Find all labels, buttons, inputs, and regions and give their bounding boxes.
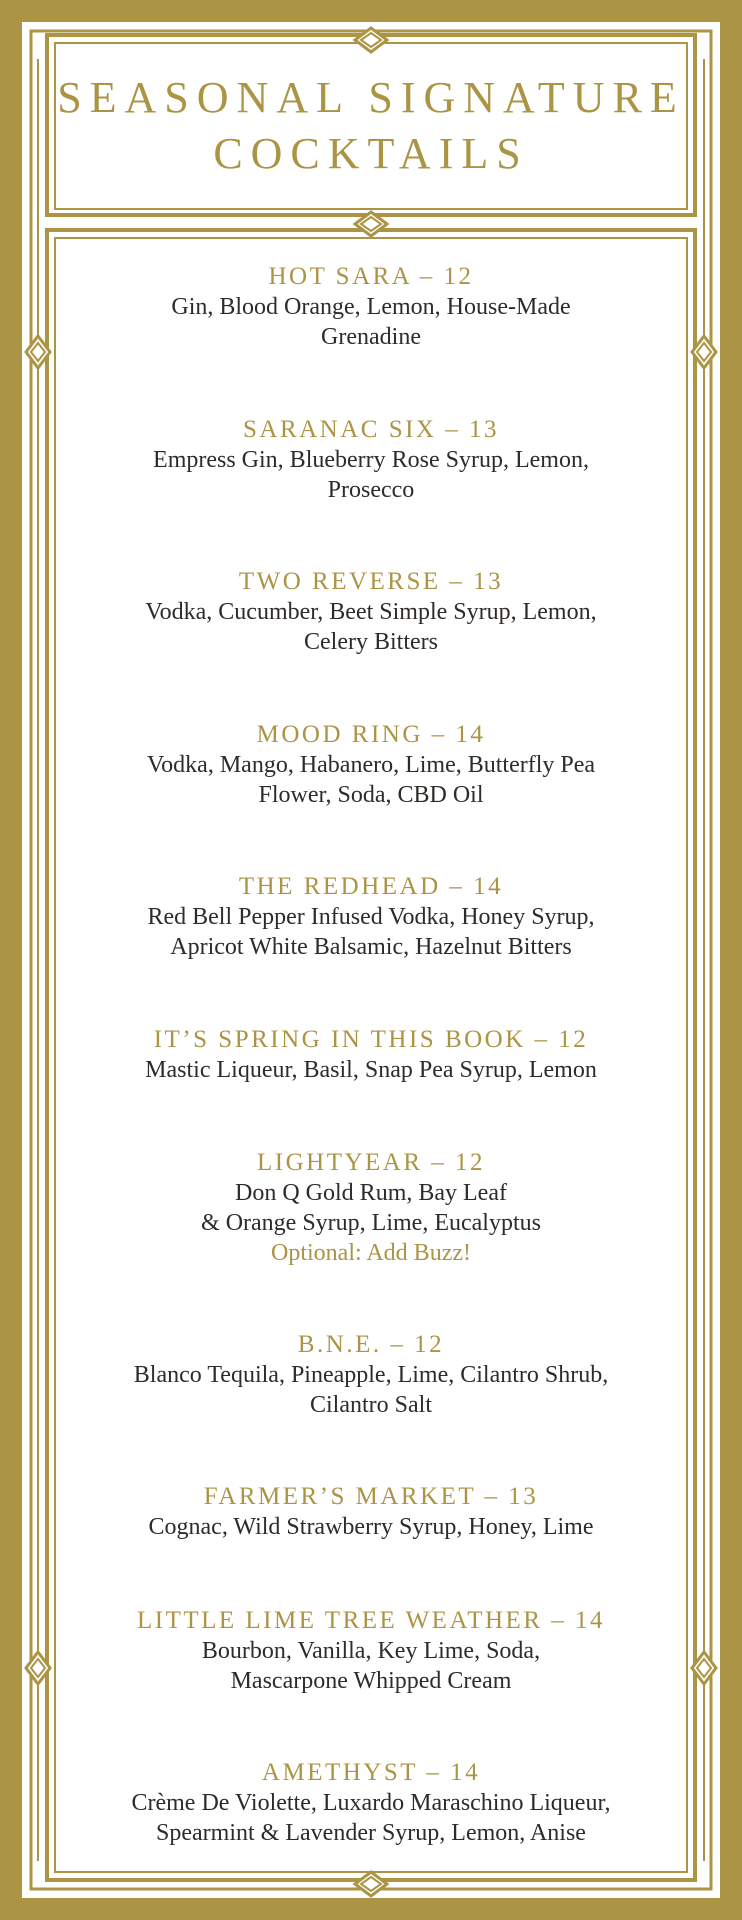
menu-item-two-reverse <box>60 567 682 657</box>
menu-item-name: LIGHTYEAR – 12 <box>256 1149 486 1176</box>
title-line-1: SEASONAL SIGNATURE <box>57 73 685 122</box>
menu-item-name: FARMER’S MARKET – 13 <box>203 1483 539 1510</box>
menu-item-description: Vodka, Mango, Habanero, Lime, Butterfly Pea Flower, Soda, CBD Oil <box>146 752 596 808</box>
menu-item-description: Cognac, Wild Strawberry Syrup, Honey, Lime <box>148 1514 594 1540</box>
menu-item-name: MOOD RING – 14 <box>256 721 486 748</box>
menu-item-description: Blanco Tequila, Pineapple, Lime, Cilantro Shrub, Cilantro Salt <box>133 1362 609 1418</box>
menu-item-farmers-market <box>60 1482 682 1542</box>
menu-item-its-spring-in-this-book <box>60 1025 682 1085</box>
menu-item-note: Optional: Add Buzz! <box>271 1240 471 1266</box>
menu-item-hot-sara <box>60 262 682 352</box>
menu-item-name: LITTLE LIME TREE WEATHER – 14 <box>136 1607 606 1634</box>
menu-item-description: Gin, Blood Orange, Lemon, House-Made Grenadine <box>171 294 571 350</box>
menu-item-name: THE REDHEAD – 14 <box>238 873 504 900</box>
menu-item-description: Red Bell Pepper Infused Vodka, Honey Syrup, Apricot White Balsamic, Hazelnut Bitters <box>147 904 595 960</box>
menu-item-little-lime-tree-weather <box>60 1606 682 1696</box>
menu-item-lightyear <box>60 1148 682 1268</box>
menu-item-name: AMETHYST – 14 <box>261 1759 481 1786</box>
menu-item-saranac-six <box>60 415 682 505</box>
menu-item-name: TWO REVERSE – 13 <box>238 568 504 595</box>
menu-item-name: B.N.E. – 12 <box>297 1331 445 1358</box>
menu-item-the-redhead <box>60 872 682 962</box>
menu-item-description: Vodka, Cucumber, Beet Simple Syrup, Lemon, Celery Bitters <box>145 599 597 655</box>
menu-item-amethyst <box>60 1758 682 1848</box>
menu-item-description: Crème De Violette, Luxardo Maraschino Liqueur, Spearmint & Lavender Syrup, Lemon, Anise <box>131 1790 611 1846</box>
menu-item-name: IT’S SPRING IN THIS BOOK – 12 <box>153 1026 589 1053</box>
menu-item-name: HOT SARA – 12 <box>268 263 474 290</box>
menu-title <box>48 70 694 182</box>
title-line-2: COCKTAILS <box>213 129 529 178</box>
menu-item-bne <box>60 1330 682 1420</box>
menu-item-description: Mastic Liqueur, Basil, Snap Pea Syrup, Lemon <box>145 1057 597 1083</box>
menu-item-mood-ring <box>60 720 682 810</box>
menu-item-name: SARANAC SIX – 13 <box>242 416 499 443</box>
menu-item-description: Empress Gin, Blueberry Rose Syrup, Lemon, Prosecco <box>153 447 589 503</box>
menu-item-description: Bourbon, Vanilla, Key Lime, Soda, Mascarpone Whipped Cream <box>201 1638 541 1694</box>
menu-item-description: Don Q Gold Rum, Bay Leaf & Orange Syrup, Lime, Eucalyptus <box>201 1180 541 1236</box>
